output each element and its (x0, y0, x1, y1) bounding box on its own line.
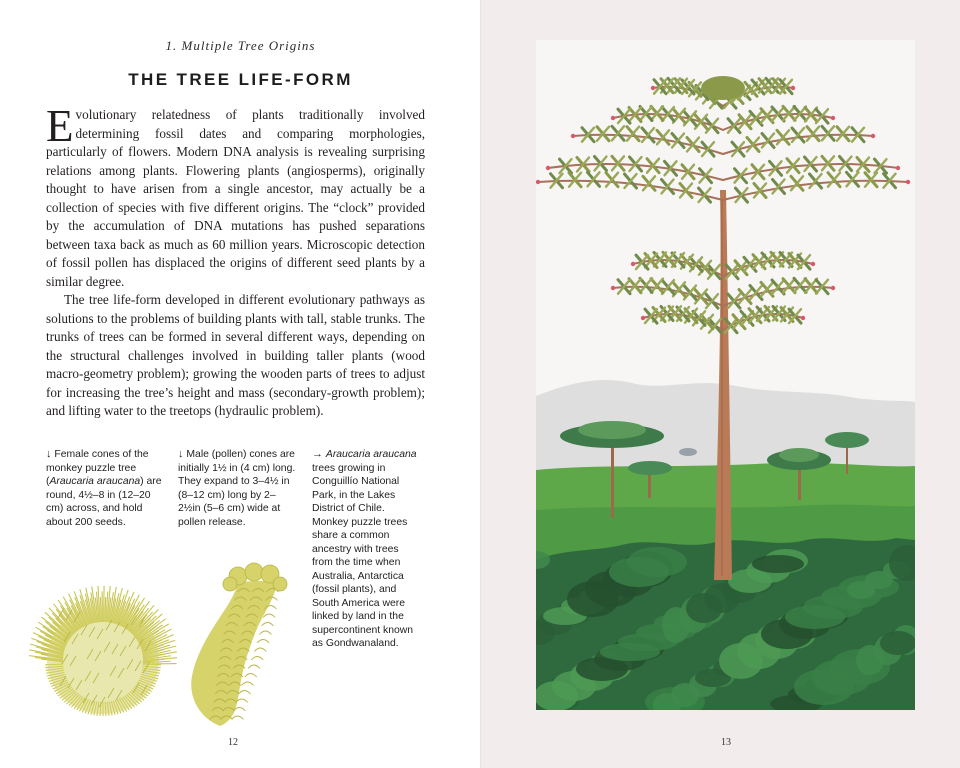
caption-monkey-puzzle-trees (312, 448, 422, 651)
caption-male-cone (178, 448, 296, 529)
page-number-left: 12 (228, 737, 238, 748)
paragraph-1 (46, 101, 425, 291)
caption-female-cone (46, 448, 164, 529)
arrow-down-icon: ↓ (46, 448, 52, 460)
paragraph-1-text: volutionary relatedness of plants traditionally involved determining fossil dates and comparing morphologies, particularly of flowers. Modern DNA analysis is revealing surprising relations among plants. Flowering plants (angiosperms), originally thought to have arisen from a single ancestor, may actually be a collection of species with five different origins. The “clock” provided by the accumulation of DNA mutations has pushed separations between taxa back as much as 60 million years. Microscopic detection of fossil pollen has displaced the origins of different seed plants by a similar degree. (46, 107, 425, 289)
section-label: 1. Multiple Tree Origins (165, 38, 316, 53)
caption-trees-text: trees growing in Conguillío National Park, in the Lakes District of Chile. Monkey puzzle trees share a common ancestry with trees from the time when Australia, Antarctica (fossil plants), and South America were linked by land in the supercontinent known as Gondwanaland. (312, 462, 414, 649)
caption-female-before: Female cones of the monkey puzzle tree ( (46, 449, 149, 487)
caption-trees-species: Araucaria araucana (325, 449, 417, 460)
arrow-right-icon: → (312, 448, 323, 460)
drop-cap: E (46, 101, 74, 151)
monkey-puzzle-painting (536, 40, 915, 710)
caption-female-species: Araucaria araucana (49, 476, 141, 487)
paragraph-2: The tree life-form developed in different evolutionary pathways as solutions to the problems of building plants with tall, stable trunks. The trunks of trees can be formed in several different ways, depending on the structural challenges involved in building taller plants (wood macro-geometry problem); growing the wooden parts of trees to adjust for increasing the tree’s height and mass (secondary-growth problem); and lifting water to the treetops (hydraulic problem). (46, 292, 425, 418)
male-cone-illustration (180, 558, 290, 730)
female-cone-illustration (28, 558, 178, 728)
caption-male-text: Male (pollen) cones are initially 1½ in (4 cm) long. They expand to 3–4½ in (8–12 cm) long by 2–2½in (5–6 cm) wide at pollen release. (178, 449, 296, 528)
caption-female-after: ) are round, 4½–8 in (12–20 cm) across, and hold about 200 seeds. (46, 476, 162, 528)
body-text (46, 101, 425, 421)
page-number-right: 13 (721, 737, 731, 748)
page-heading: THE TREE LIFE-FORM (128, 70, 353, 89)
arrow-down-icon: ↓ (178, 448, 184, 460)
